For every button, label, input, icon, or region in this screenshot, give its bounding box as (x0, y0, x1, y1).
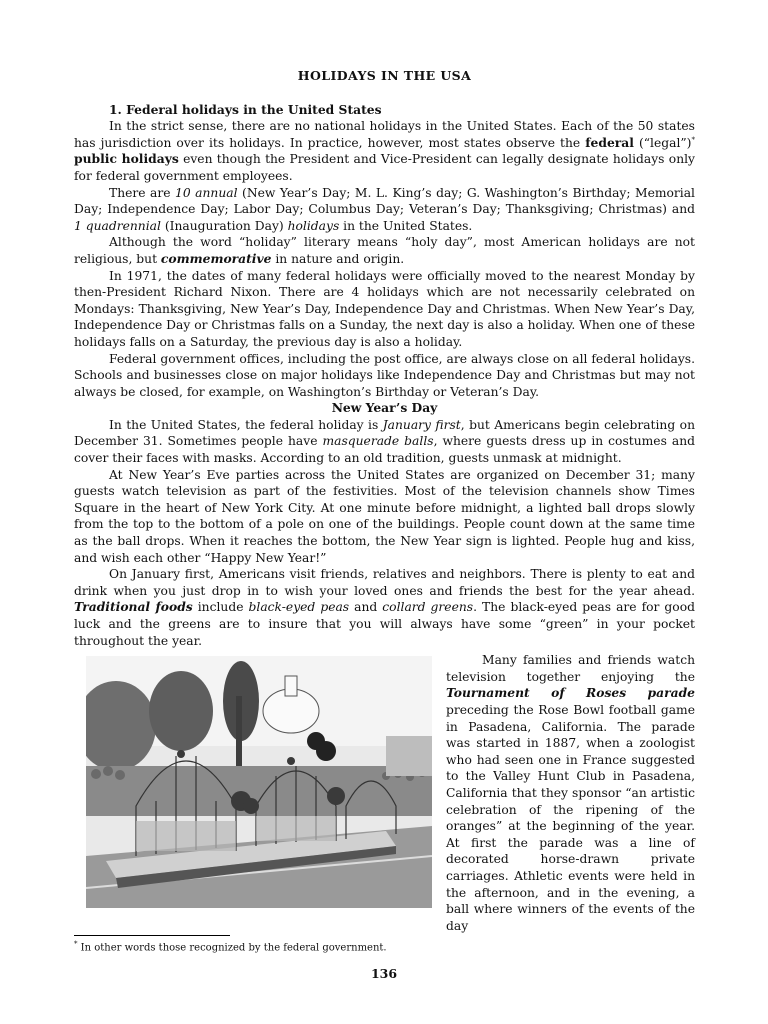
rose-parade-float-illustration (86, 656, 432, 908)
sidebar-text-column (446, 652, 695, 934)
text-run: Although the word “holiday” literary means “holy day”, most American holidays are not religious, but (74, 235, 695, 266)
footnote-marker: * (74, 940, 78, 948)
rose-parade-float-photo (86, 656, 432, 908)
text-run: (Inauguration Day) (160, 218, 288, 233)
bold-italic-term-foods: Traditional foods (74, 599, 193, 615)
footnote-text: In other words those recognized by the federal government. (77, 942, 387, 954)
section-heading-federal-holidays: 1. Federal holidays in the United States (109, 101, 382, 117)
text-run: In the strict sense, there are no national holidays in the United States. Each of the 50 states has jurisdiction over its holidays. In practice, however, most states observe the (74, 119, 695, 150)
text-run: in nature and origin. (271, 251, 405, 266)
photo-and-sidebar (74, 652, 695, 933)
italic-term: black-eyed peas (248, 600, 350, 615)
text-run: Many families and friends watch television together enjoying the (446, 653, 695, 684)
page-body (74, 60, 695, 933)
bold-italic-term-commemorative: commemorative (160, 250, 272, 266)
text-run: and (349, 600, 383, 615)
text-run: in the United States. (339, 218, 473, 233)
footnote-rule (74, 935, 230, 936)
paragraph-1971-dates: In 1971, the dates of many federal holidays were officially moved to the nearest Monday by then-President Richard Nixon. There are 4 holidays which are not necessarily celebrated on Mondays: Thanksgiving, New Year’s Day, Independence Day and Christmas. When New Year’s Day, Independence Day or Christmas falls on a Sunday, the next day is also a holiday. When one of these holidays falls on a Saturday, the previous day is also a holiday. (74, 268, 695, 349)
paragraph-january-first (74, 417, 695, 467)
text-run: On January first, Americans visit friends, relatives and neighbors. There is plenty to eat and drink when you just drop in to wish your loved ones and friends the best for the year ahead. (74, 567, 695, 598)
section-heading-new-years-day: New Year’s Day (331, 400, 438, 416)
italic-term: 10 annual (175, 185, 238, 200)
paragraph-traditional-foods (74, 566, 695, 649)
paragraph-holy-day (74, 234, 695, 267)
text-run: (“legal”) (633, 135, 692, 150)
footnote-marker: * (691, 135, 695, 144)
text-run: In the United States, the federal holiday is (109, 417, 383, 432)
italic-term: collard greens (382, 600, 474, 615)
paragraph-closures: Federal government offices, including the post office, are always close on all federal holidays. Schools and businesses close on major holidays like Independence Day and Christmas but may not always be closed, for example, on Washington’s Birthday or Veteran’s Day. (74, 351, 695, 399)
italic-term: holidays (287, 218, 340, 233)
paragraph-holiday-count (74, 185, 695, 235)
paragraph-rose-parade (446, 652, 695, 934)
italic-term: January first (382, 417, 461, 432)
text-run: preceding the Rose Bowl football game in Pasadena, California. The parade was started in 1887, when a zoologist who had seen one in France suggested to the Valley Hunt Club in Pasadena, California that they sponsor “an artistic celebration of the ripening of the oranges” at the beginning of the year. At first the parade was a line of decorated horse-drawn private carriages. Athletic events were held in the afternoon, and in the evening, a ball where winners of the events of the day (446, 702, 695, 933)
page-number: 136 (370, 966, 398, 981)
italic-term: masquerade balls (322, 434, 434, 449)
paragraph-new-years-eve: At New Year’s Eve parties across the United States are organized on December 31; many guests watch television as part of the festivities. Most of the television channels show Times Square in the heart of New York City. At one minute before midnight, a lighted ball drops slowly from the top to the bottom of a pole on one of the buildings. People count down at the same time as the ball drops. When it reaches the bottom, the New Year sign is lighted. People hug and kiss, and wish each other “Happy New Year!” (74, 467, 695, 565)
text-run: . The black-eyed peas are for good luck and the greens are to insure that you will always have some “green” in your pocket throughout the year. (74, 600, 695, 648)
bold-term-public-holidays: public holidays (74, 151, 179, 167)
text-run: There are (109, 185, 176, 200)
footnote (74, 938, 387, 954)
page-title: HOLIDAYS IN THE USA (297, 68, 472, 83)
bold-italic-term-parade: Tournament of Roses parade (446, 685, 695, 701)
text-run: , where guests dress up in costumes and cover their faces with masks. According to an old tradition, guests unmask at midnight. (74, 434, 695, 466)
text-run: even though the President and Vice-President can legally designate holidays only for federal government employees. (74, 152, 695, 183)
text-run: , but Americans begin celebrating on December 31. Sometimes people have (74, 417, 695, 449)
text-run: include (192, 600, 249, 615)
text-run: (New Year’s Day; M. L. King’s day; G. Washington’s Birthday; Memorial Day; Independence Day; Labor Day; Columbus Day; Veteran’s Day; Thanksgiving; Christmas) and (74, 185, 695, 217)
italic-term: 1 quadrennial (74, 218, 161, 233)
bold-term-federal: federal (585, 134, 634, 150)
paragraph-jurisdiction (74, 118, 695, 184)
